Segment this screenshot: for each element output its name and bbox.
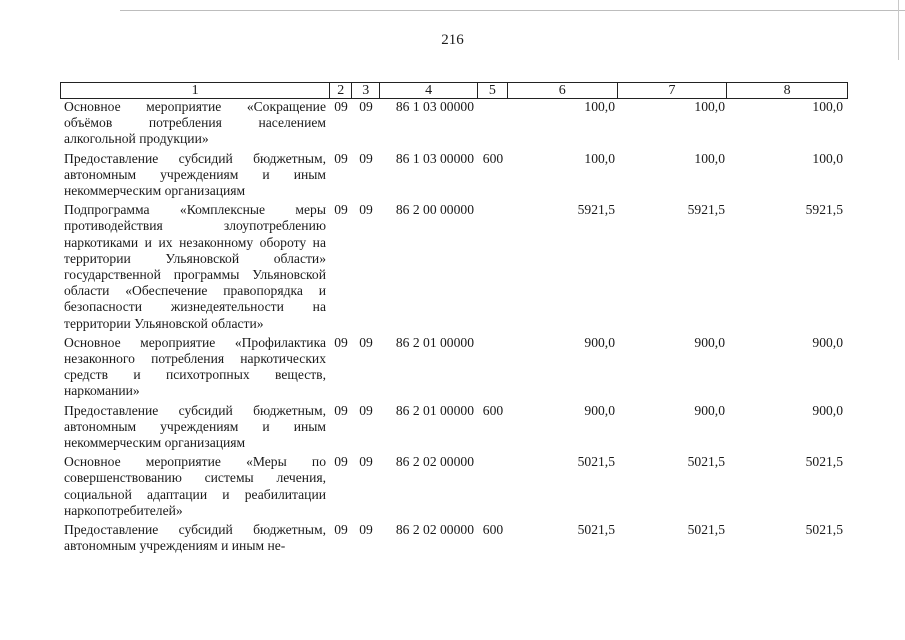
cell-v8: 5021,5 [805,454,843,470]
cell-rz: 09 [334,99,348,114]
cell-v8: 5921,5 [805,202,843,218]
cell-vr: 600 [482,150,504,166]
cell-v6: 100,0 [584,99,615,114]
cell-vr [478,99,508,148]
table-header [60,82,848,99]
scan-edge-line [120,10,905,11]
cell-v7: 100,0 [694,99,725,114]
cell-v8: 900,0 [812,402,843,418]
cell-rz: 09 [334,150,348,166]
cell-name: Предоставление субсидий бюджетным, автономным учреждениям и иным некоммерческим организациям [64,402,326,451]
budget-table [60,82,848,557]
cell-v7: 100,0 [694,150,725,166]
cell-v8: 100,0 [812,150,843,166]
cell-vr: 600 [482,522,504,538]
cell-v8: 100,0 [812,99,843,114]
cell-pr: 09 [359,202,373,218]
header-col-1: 1 [61,83,330,98]
cell-name: Основное мероприятие «Меры по совершенствованию системы лечения, социальной адаптации и реабилитации наркопотребителей» [64,454,326,518]
cell-csr: 86 1 03 00000 [395,150,474,166]
table-row [60,151,848,200]
cell-rz: 09 [334,202,348,218]
cell-vr: 600 [482,402,504,418]
cell-v6: 5021,5 [577,522,615,538]
cell-pr: 09 [359,99,373,114]
cell-csr: 86 2 01 00000 [395,334,474,350]
cell-pr: 09 [359,454,373,470]
table-row [60,454,848,519]
cell-name: Основное мероприятие «Профилактика незаконного потребления наркотических средств и психотропных веществ, наркомании» [64,334,326,399]
header-col-7: 7 [618,83,728,98]
header-col-3: 3 [352,83,380,98]
cell-rz: 09 [334,334,348,350]
cell-pr: 09 [359,334,373,350]
cell-v7: 5921,5 [687,202,725,218]
table-body [60,99,848,554]
cell-pr: 09 [359,522,373,538]
cell-pr: 09 [359,402,373,418]
cell-csr: 86 1 03 00000 [395,99,474,114]
cell-vr [478,454,508,519]
table-row [60,335,848,400]
cell-v8: 900,0 [812,334,843,350]
cell-v7: 900,0 [694,334,725,350]
cell-name: Предоставление субсидий бюджетным, автономным учреждениям и иным не- [64,522,326,554]
header-col-4: 4 [380,83,478,98]
table-row [60,99,848,148]
header-col-8: 8 [783,83,791,98]
cell-v7: 900,0 [694,402,725,418]
cell-rz: 09 [334,454,348,470]
cell-vr [478,335,508,400]
cell-pr: 09 [359,150,373,166]
page-number: 216 [441,32,464,48]
table-row [60,403,848,452]
cell-v7: 5021,5 [687,522,725,538]
cell-csr: 86 2 01 00000 [395,402,474,418]
header-col-2: 2 [330,83,352,98]
cell-csr: 86 2 00 00000 [395,202,474,218]
cell-v6: 100,0 [584,150,615,166]
cell-v7: 5021,5 [687,454,725,470]
scan-edge-line-right [898,0,899,60]
cell-v8: 5021,5 [805,522,843,538]
cell-rz: 09 [334,402,348,418]
cell-name: Основное мероприятие «Сокращение объёмов потребления населением алкогольной продукции» [64,99,326,147]
cell-v6: 5921,5 [577,202,615,218]
cell-rz: 09 [334,522,348,538]
cell-csr: 86 2 02 00000 [395,454,474,470]
cell-v6: 900,0 [584,402,615,418]
cell-vr [478,202,508,332]
cell-v6: 900,0 [584,334,615,350]
cell-v6: 5021,5 [577,454,615,470]
cell-csr: 86 2 02 00000 [395,522,474,538]
cell-name: Подпрограмма «Комплексные меры противодействия злоупотреблению наркотиками и их незаконному обороту на территории Ульяновской области» государственной программы Ульяновской области «Обеспечение правопорядка и безопасности жизнедеятельности на территории Ульяновской области» [64,202,326,331]
cell-name: Предоставление субсидий бюджетным, автономным учреждениям и иным некоммерческим организациям [64,150,326,199]
header-col-6: 6 [508,83,618,98]
table-row [60,522,848,554]
header-col-5: 5 [478,83,508,98]
table-row [60,202,848,332]
